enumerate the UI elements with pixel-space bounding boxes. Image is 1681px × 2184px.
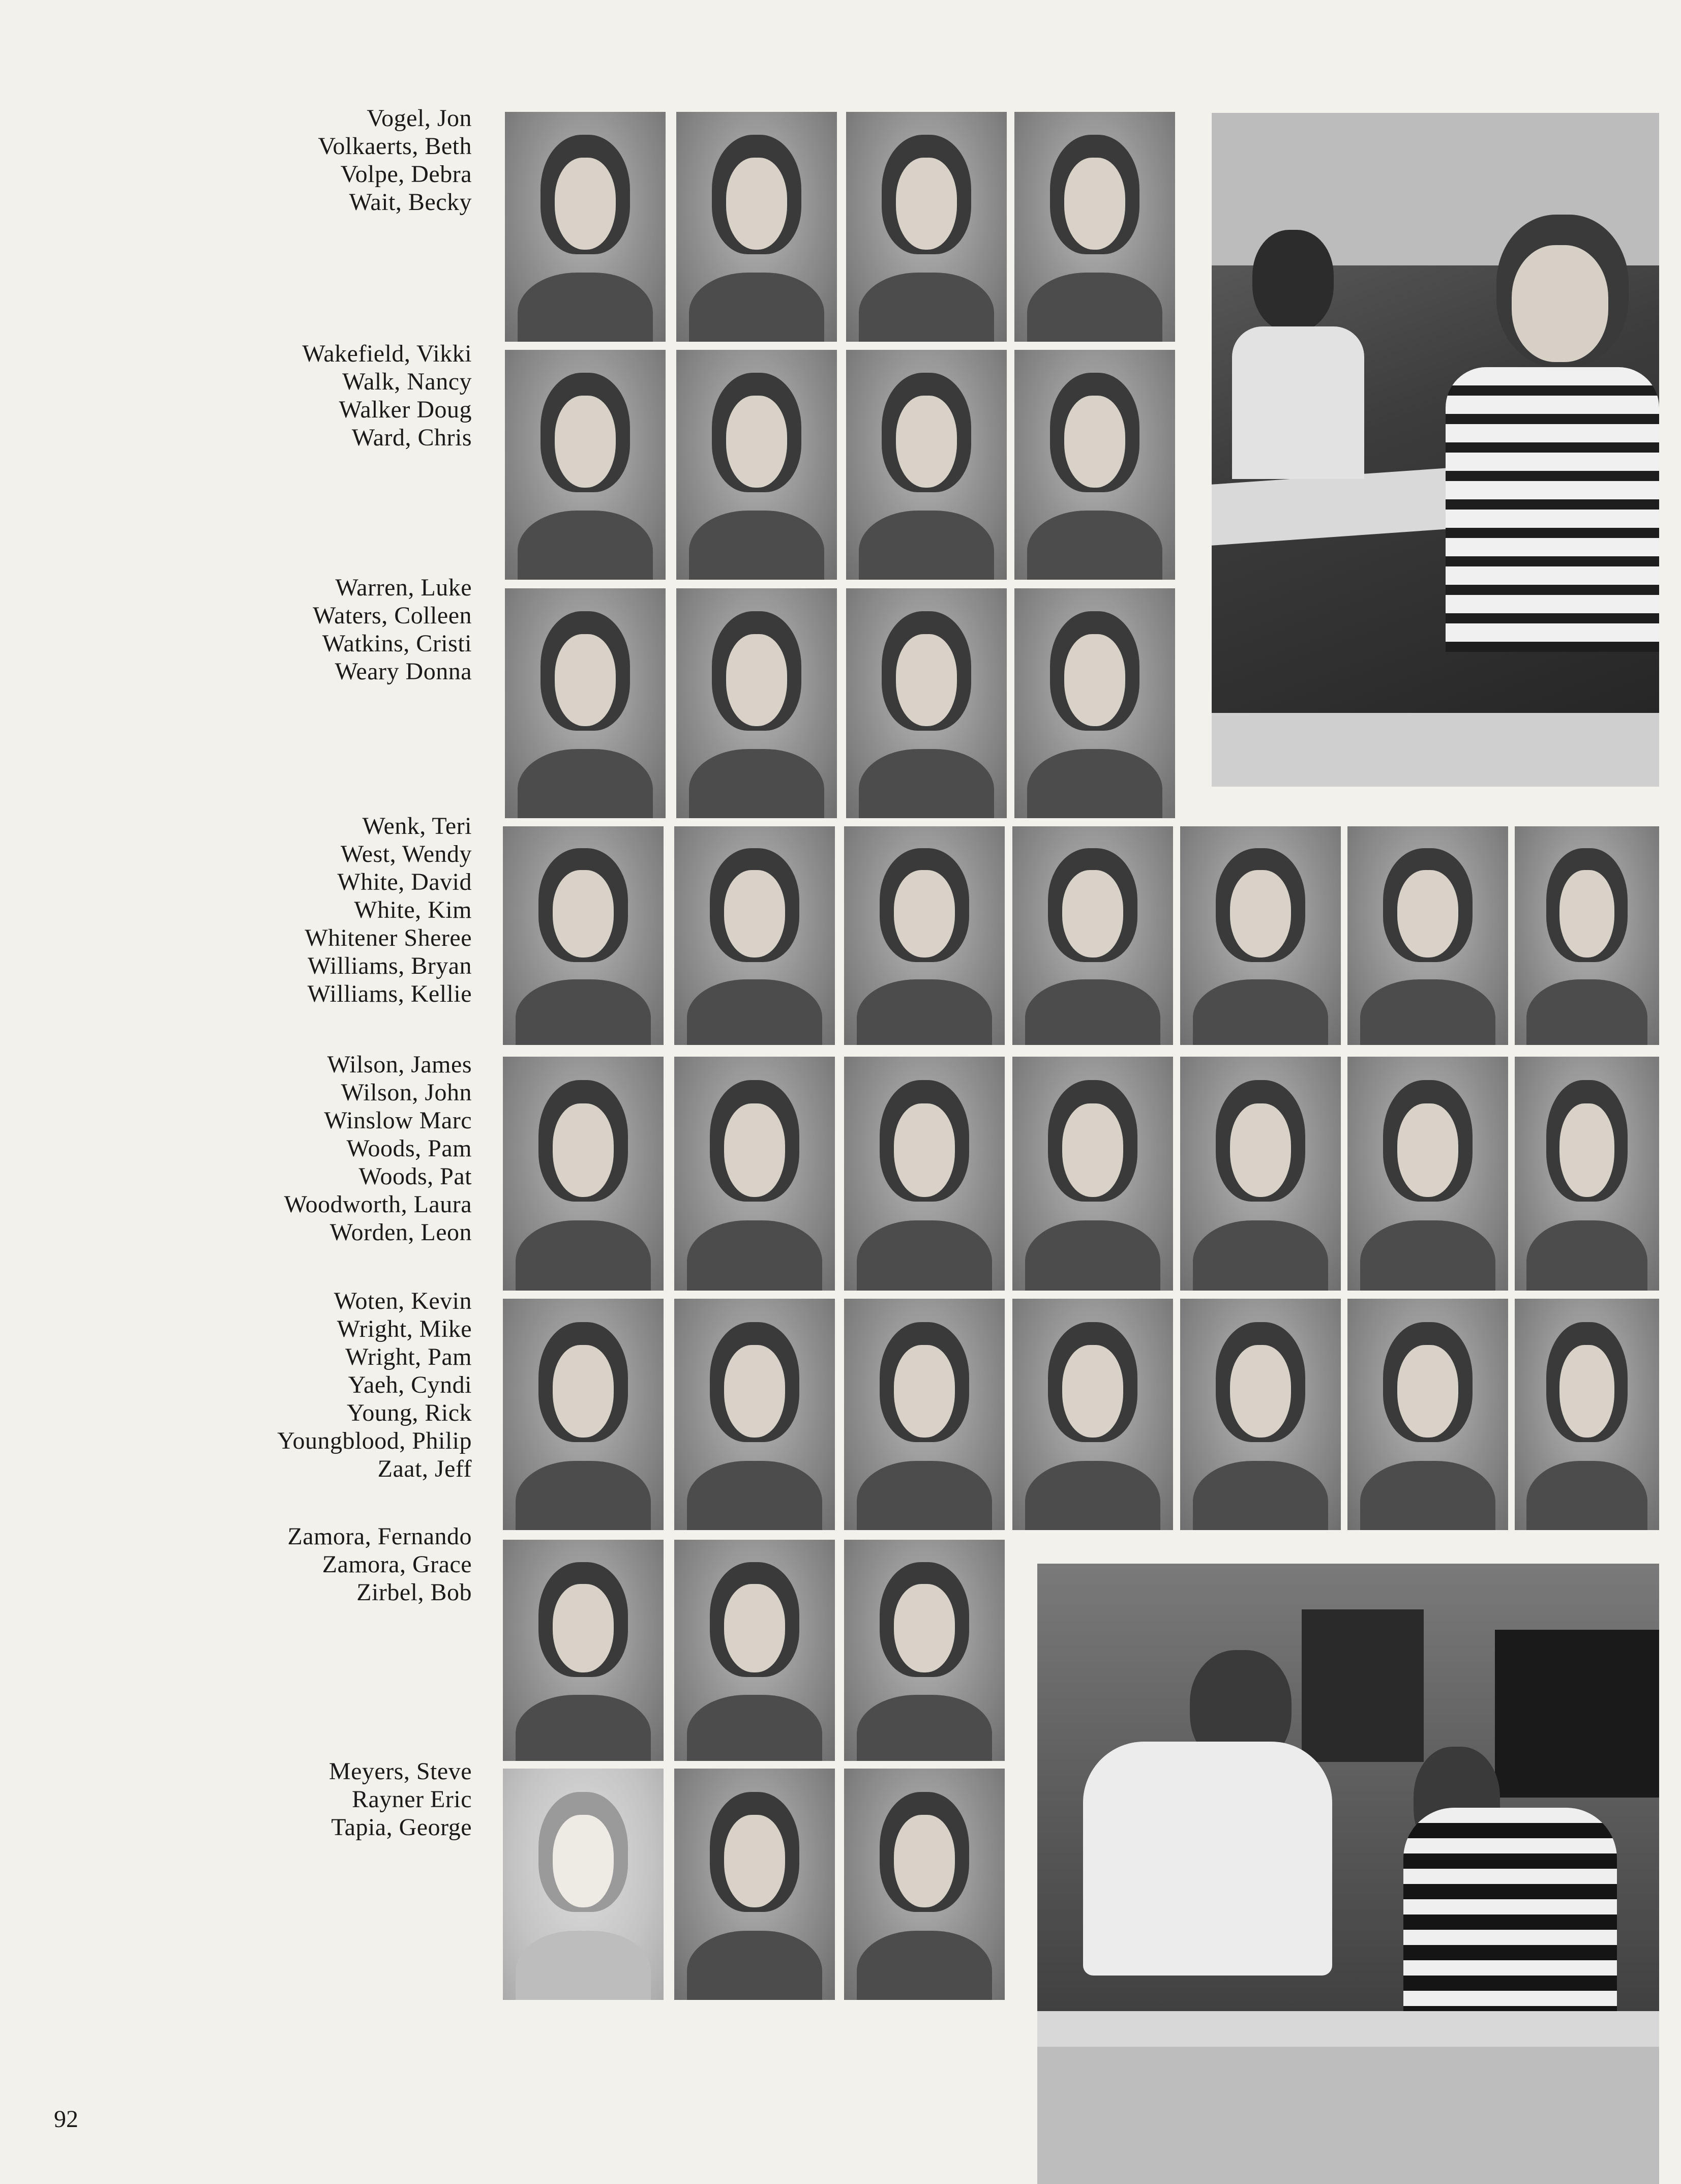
- student-name: Yaeh, Cyndi: [348, 1371, 472, 1398]
- portrait-face: [1064, 634, 1125, 726]
- student-name: Winslow Marc: [324, 1107, 472, 1134]
- student-name: Watkins, Cristi: [322, 630, 472, 657]
- portrait-body: [859, 511, 994, 580]
- portrait-body: [859, 749, 994, 818]
- student-name: Williams, Bryan: [308, 952, 472, 979]
- student-portrait: [674, 1540, 835, 1761]
- portrait-body: [516, 1220, 650, 1291]
- portrait-face: [896, 396, 957, 488]
- portrait-face: [726, 396, 787, 488]
- portrait-body: [518, 749, 652, 818]
- portrait-body: [687, 1220, 822, 1291]
- portrait-body: [1025, 1461, 1160, 1531]
- student-portrait: [844, 1769, 1005, 2000]
- student-name: Volkaerts, Beth: [318, 133, 472, 160]
- student-name: Wright, Mike: [337, 1315, 472, 1342]
- portrait-body: [1360, 979, 1495, 1045]
- portrait-body: [516, 1695, 650, 1761]
- portrait-body: [857, 1695, 992, 1761]
- portrait-face: [894, 1815, 955, 1907]
- student-portrait: [1515, 1057, 1659, 1291]
- student-name: Zamora, Grace: [322, 1551, 472, 1578]
- portrait-body: [857, 979, 992, 1045]
- portrait-face: [553, 870, 614, 958]
- student-portrait: [1012, 1299, 1173, 1530]
- student-portrait: [846, 112, 1007, 342]
- student-name: Vogel, Jon: [367, 105, 472, 132]
- portrait-face: [724, 870, 785, 958]
- student-portrait: [676, 112, 837, 342]
- portrait-face: [724, 1345, 785, 1438]
- student-name: Woods, Pam: [346, 1135, 472, 1162]
- student-name: White, David: [337, 869, 472, 895]
- portrait-body: [516, 979, 650, 1045]
- portrait-face: [724, 1584, 785, 1672]
- student-name: Wright, Pam: [345, 1343, 472, 1370]
- portrait-face: [1559, 1103, 1614, 1197]
- portrait-face: [896, 158, 957, 250]
- portrait-face: [1062, 1103, 1123, 1197]
- portrait-face: [894, 1584, 955, 1672]
- student-name: Woodworth, Laura: [284, 1191, 472, 1218]
- portrait-face: [1064, 158, 1125, 250]
- student-portrait: [1347, 1057, 1508, 1291]
- names-group-8: [0, 1757, 472, 1841]
- student-portrait: [674, 1299, 835, 1530]
- student-name: Tapia, George: [331, 1814, 472, 1841]
- portrait-face: [1230, 1103, 1291, 1197]
- portrait-face: [894, 1103, 955, 1197]
- portrait-body: [1526, 1461, 1648, 1531]
- portrait-body: [859, 273, 994, 342]
- portrait-face: [894, 870, 955, 958]
- portrait-body: [1526, 1220, 1648, 1291]
- portrait-face: [1062, 870, 1123, 958]
- portrait-body: [1193, 979, 1328, 1045]
- portrait-face: [726, 634, 787, 726]
- names-group-6: [0, 1287, 472, 1483]
- student-name: Youngblood, Philip: [277, 1427, 472, 1454]
- student-portrait: [676, 588, 837, 818]
- portrait-face: [1397, 1345, 1458, 1438]
- student-portrait: [505, 112, 666, 342]
- portrait-face: [1062, 1345, 1123, 1438]
- portrait-face: [724, 1815, 785, 1907]
- student-portrait: [846, 350, 1007, 580]
- student-name: Weary Donna: [335, 658, 472, 685]
- student-portrait: [1180, 1057, 1341, 1291]
- portrait-body: [1027, 273, 1162, 342]
- student-name: Wait, Becky: [349, 189, 472, 216]
- student-portrait: [1347, 826, 1508, 1045]
- student-name: Meyers, Steve: [328, 1758, 472, 1785]
- student-portrait: [1012, 826, 1173, 1045]
- portrait-body: [516, 1931, 650, 2000]
- portrait-body: [687, 1931, 822, 2000]
- student-portrait: [1014, 350, 1175, 580]
- portrait-body: [518, 511, 652, 580]
- student-name: White, Kim: [354, 896, 472, 923]
- portrait-body: [857, 1220, 992, 1291]
- portrait-face: [555, 634, 616, 726]
- portrait-face: [555, 158, 616, 250]
- student-portrait: [505, 588, 666, 818]
- student-name: West, Wendy: [340, 841, 472, 867]
- student-portrait: [1180, 826, 1341, 1045]
- portrait-face: [553, 1103, 614, 1197]
- portrait-face: [726, 158, 787, 250]
- student-name: Rayner Eric: [351, 1786, 472, 1813]
- portrait-body: [1193, 1220, 1328, 1291]
- names-group-7: [0, 1522, 472, 1606]
- student-portrait: [1347, 1299, 1508, 1530]
- student-name: Wakefield, Vikki: [302, 340, 472, 367]
- student-name: Walk, Nancy: [342, 368, 472, 395]
- student-portrait: [503, 826, 664, 1045]
- student-portrait: [1012, 1057, 1173, 1291]
- portrait-face: [555, 396, 616, 488]
- student-name: Worden, Leon: [329, 1219, 472, 1246]
- student-name: Warren, Luke: [335, 574, 472, 601]
- portrait-body: [687, 979, 822, 1045]
- portrait-face: [1064, 396, 1125, 488]
- student-name: Volpe, Debra: [340, 161, 472, 188]
- student-portrait: [844, 826, 1005, 1045]
- portrait-body: [857, 1931, 992, 2000]
- student-portrait: [674, 826, 835, 1045]
- student-portrait: [674, 1769, 835, 2000]
- student-portrait: [1515, 826, 1659, 1045]
- student-name: Wenk, Teri: [362, 813, 472, 840]
- portrait-face: [1559, 870, 1614, 958]
- student-name: Wilson, James: [327, 1051, 472, 1078]
- student-name: Zaat, Jeff: [377, 1455, 472, 1482]
- portrait-body: [1025, 979, 1160, 1045]
- names-group-4: [0, 812, 472, 1008]
- student-portrait: [676, 350, 837, 580]
- portrait-face: [553, 1815, 614, 1907]
- portrait-body: [1360, 1461, 1495, 1531]
- portrait-body: [689, 749, 824, 818]
- portrait-body: [1193, 1461, 1328, 1531]
- portrait-face: [1230, 1345, 1291, 1438]
- portrait-body: [1027, 749, 1162, 818]
- portrait-body: [1025, 1220, 1160, 1291]
- portrait-body: [1027, 511, 1162, 580]
- portrait-face: [894, 1345, 955, 1438]
- student-portrait: [503, 1769, 664, 2000]
- student-name: Ward, Chris: [351, 424, 472, 451]
- student-portrait: [503, 1057, 664, 1291]
- portrait-face: [553, 1345, 614, 1438]
- portrait-face: [896, 634, 957, 726]
- student-name: Zirbel, Bob: [356, 1579, 472, 1606]
- shop-class-candid-photo: [1037, 1564, 1659, 2184]
- student-portrait: [1014, 588, 1175, 818]
- student-name: Whitener Sheree: [305, 924, 472, 951]
- student-portrait: [844, 1299, 1005, 1530]
- student-name: Walker Doug: [339, 396, 472, 423]
- page-number: 92: [54, 2106, 78, 2133]
- student-name: Wilson, John: [341, 1079, 472, 1106]
- student-portrait: [674, 1057, 835, 1291]
- names-group-2: [0, 340, 472, 452]
- names-group-5: [0, 1051, 472, 1246]
- names-group-1: [0, 104, 472, 216]
- portrait-face: [553, 1584, 614, 1672]
- student-portrait: [846, 588, 1007, 818]
- student-portrait: [1180, 1299, 1341, 1530]
- portrait-body: [516, 1461, 650, 1531]
- portrait-body: [518, 273, 652, 342]
- student-name: Waters, Colleen: [313, 602, 472, 629]
- student-name: Zamora, Fernando: [287, 1523, 472, 1550]
- portrait-face: [1397, 870, 1458, 958]
- portrait-body: [1360, 1220, 1495, 1291]
- portrait-body: [687, 1461, 822, 1531]
- student-name: Young, Rick: [346, 1399, 472, 1426]
- student-portrait: [503, 1540, 664, 1761]
- portrait-face: [1230, 870, 1291, 958]
- portrait-body: [689, 511, 824, 580]
- student-name: Woods, Pat: [358, 1163, 472, 1190]
- portrait-face: [1559, 1345, 1614, 1438]
- student-name: Woten, Kevin: [334, 1288, 472, 1314]
- classroom-candid-photo: [1212, 113, 1659, 787]
- portrait-face: [1397, 1103, 1458, 1197]
- student-name: Williams, Kellie: [307, 980, 472, 1007]
- student-portrait: [1515, 1299, 1659, 1530]
- names-group-3: [0, 574, 472, 685]
- student-portrait: [1014, 112, 1175, 342]
- portrait-body: [689, 273, 824, 342]
- portrait-body: [687, 1695, 822, 1761]
- student-portrait: [505, 350, 666, 580]
- student-portrait: [844, 1540, 1005, 1761]
- student-portrait: [844, 1057, 1005, 1291]
- portrait-face: [724, 1103, 785, 1197]
- student-portrait: [503, 1299, 664, 1530]
- portrait-body: [857, 1461, 992, 1531]
- portrait-body: [1526, 979, 1648, 1045]
